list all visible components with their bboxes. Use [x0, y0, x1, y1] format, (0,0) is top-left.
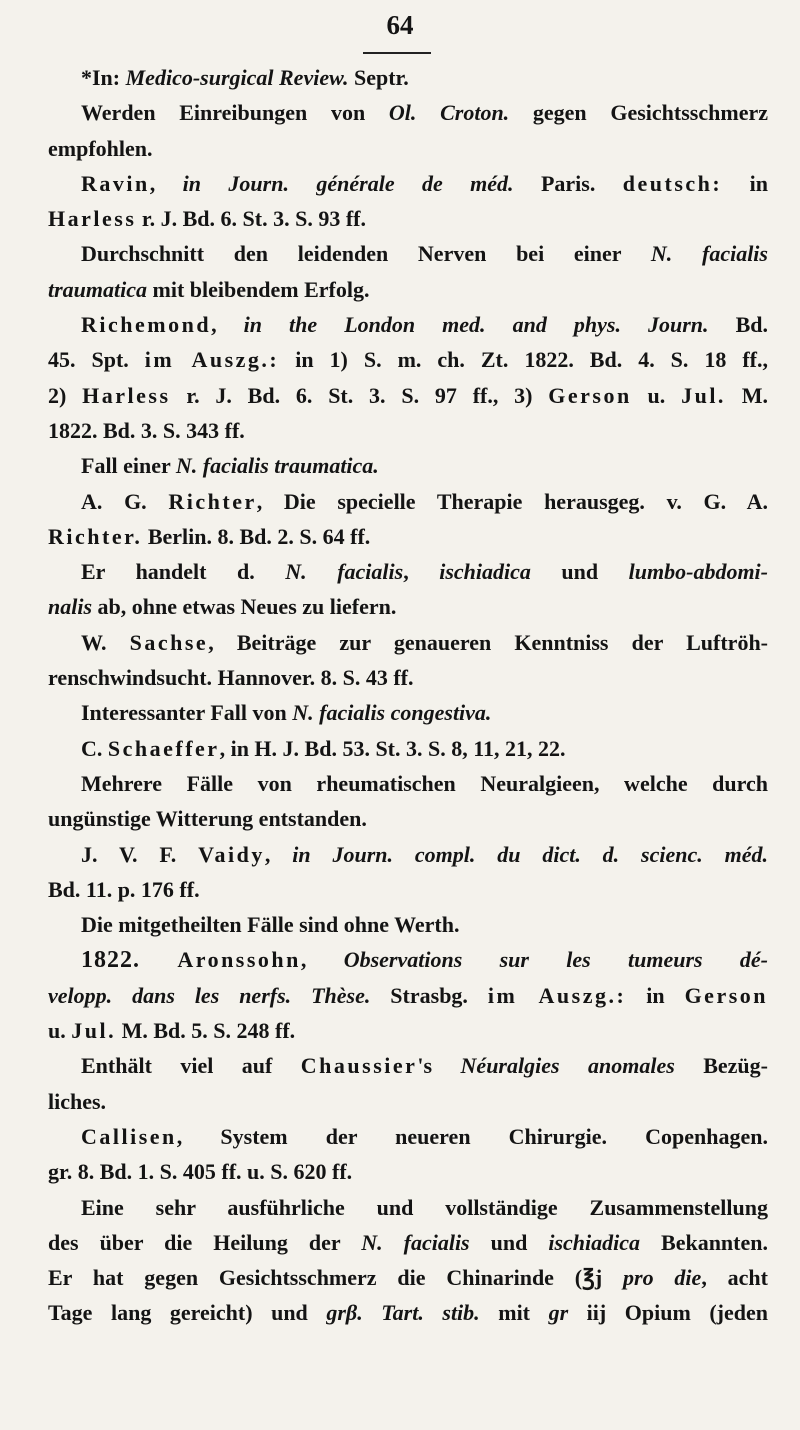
spaced-name: Harless: [48, 206, 137, 232]
spaced-name: Chaussier: [300, 1053, 418, 1079]
text-run: gr. 8. Bd. 1. S. 405 ff. u. S. 620 ff.: [48, 1159, 353, 1185]
italic-text: Néuralgies anomales: [460, 1053, 675, 1079]
italic-text: pro die: [623, 1265, 702, 1291]
spaced-name: Richter: [168, 488, 257, 514]
spaced-name: im Auszg.:: [144, 347, 280, 373]
text-run: empfohlen.: [48, 135, 153, 161]
text-run: C.: [81, 735, 108, 761]
text-line: [48, 1084, 768, 1119]
text-run: M. Bd. 5. S. 248 ff.: [116, 1018, 296, 1044]
italic-text: lumbo-abdomi-: [628, 559, 768, 585]
spaced-name: Ravin: [81, 170, 150, 196]
text-run: W.: [81, 629, 130, 655]
italic-text: in the London med. and phys. Journ.: [243, 312, 709, 338]
text-line: [48, 448, 768, 483]
italic-text: N. facialis: [361, 1229, 470, 1255]
text-run: iij Opium (jeden: [568, 1300, 769, 1326]
text-run: , acht: [701, 1265, 768, 1291]
italic-text: Ol. Croton.: [388, 100, 510, 126]
spaced-name: im Auszg.:: [487, 982, 627, 1008]
text-line: [48, 554, 768, 589]
text-line: [48, 1048, 768, 1083]
text-line: [48, 872, 768, 907]
text-line: [48, 131, 768, 166]
text-run: Er hat gegen Gesichtsschmerz die Chinarinde (℥j: [48, 1265, 624, 1291]
text-line: [48, 766, 768, 801]
body-text: [48, 60, 768, 1331]
italic-text: ischiadica: [548, 1229, 641, 1255]
text-line: [48, 695, 768, 730]
text-line: [48, 484, 768, 519]
text-line: [48, 342, 768, 377]
spaced-name: Gerson: [548, 382, 632, 408]
italic-text: nalis: [48, 594, 93, 620]
text-run: Mehrere Fälle von rheumatischen Neuralgieen, welche durch: [81, 770, 768, 796]
text-run: renschwindsucht. Hannover. 8. S. 43 ff.: [48, 665, 414, 691]
italic-text: N. facialis traumatica.: [175, 453, 379, 479]
text-line: [48, 731, 768, 766]
text-line: [48, 413, 768, 448]
year-heading: 1822.: [81, 947, 140, 974]
text-run: ,: [264, 841, 293, 867]
italic-text: N. facialis congestiva.: [292, 700, 492, 726]
text-line: [48, 1295, 768, 1330]
text-run: ungünstige Witterung entstanden.: [48, 806, 367, 832]
text-run: Strasbg.: [370, 982, 488, 1008]
italic-text: in Journ. générale de méd.: [182, 170, 514, 196]
text-line: [48, 519, 768, 554]
spaced-name: Jul.: [681, 382, 726, 408]
text-run: Enthält viel auf: [81, 1053, 301, 1079]
italic-text: ischiadica: [439, 559, 531, 585]
text-run: , System der neueren Chirurgie. Copenhagen.: [176, 1123, 768, 1149]
text-run: Bd.: [708, 312, 768, 338]
text-run: 's: [417, 1053, 461, 1079]
text-line: [48, 1190, 768, 1225]
text-run: ,: [300, 947, 344, 973]
text-run: Berlin. 8. Bd. 2. S. 64 ff.: [142, 523, 371, 549]
text-run: M.: [725, 382, 769, 408]
text-line: [48, 1225, 768, 1260]
text-line: [48, 1154, 768, 1189]
text-run: Bd. 11. p. 176 ff.: [48, 876, 200, 902]
text-line: [48, 95, 768, 130]
text-line: [48, 307, 768, 342]
text-line: [48, 1013, 768, 1048]
text-run: u.: [48, 1018, 72, 1044]
text-run: In:: [92, 65, 126, 90]
text-run: 45. Spt.: [48, 347, 145, 373]
spaced-name: Aronssohn: [177, 947, 301, 973]
text-run: Interessanter Fall von: [81, 700, 293, 726]
text-line: [48, 625, 768, 660]
spaced-name: Gerson: [684, 982, 769, 1008]
text-run: Werden Einreibungen von: [81, 100, 389, 126]
text-run: Fall einer: [81, 453, 176, 479]
text-line: [48, 166, 768, 201]
text-run: 1822. Bd. 3. S. 343 ff.: [48, 417, 245, 443]
text-run: Er handelt d.: [81, 559, 286, 585]
text-line: [48, 60, 768, 95]
text-run: [140, 947, 177, 972]
text-run: A. G.: [81, 488, 169, 514]
text-line: [48, 942, 768, 977]
italic-text: gr: [548, 1300, 569, 1326]
text-line: [48, 978, 768, 1013]
spaced-name: Schaeffer: [107, 735, 220, 761]
text-line: [48, 378, 768, 413]
text-run: Durchschnitt den leidenden Nerven bei einer: [81, 241, 651, 267]
spaced-name: Richemond: [81, 312, 212, 338]
text-run: Bezüg-: [674, 1053, 768, 1079]
italic-text: N. facialis: [650, 241, 768, 267]
text-run: ,: [211, 312, 244, 338]
text-run: Tage lang gereicht) und: [48, 1300, 327, 1326]
spaced-name: Harless: [82, 382, 171, 408]
text-run: Bekannten.: [640, 1229, 768, 1255]
text-run: Septr.: [348, 65, 409, 90]
italic-text: grβ. Tart. stib.: [326, 1300, 480, 1326]
spaced-name: Sachse: [129, 629, 209, 655]
text-run: gegen Gesichtsschmerz: [509, 100, 768, 126]
text-run: mit bleibendem Erfolg.: [147, 276, 370, 302]
text-run: u.: [631, 382, 682, 408]
text-run: Die mitgetheilten Fälle sind ohne Werth.: [81, 912, 460, 938]
spaced-name: deutsch:: [622, 170, 723, 196]
italic-text: in Journ. compl. du dict. d. scienc. méd.: [292, 841, 768, 867]
text-line: [48, 801, 768, 836]
italic-text: velopp. dans les nerfs. Thèse.: [48, 982, 371, 1008]
text-run: , Die specielle Therapie herausgeg. v. G. A.: [256, 488, 769, 514]
text-run: Eine sehr ausführliche und vollständige Zusammenstellung: [81, 1194, 768, 1220]
text-run: r. J. Bd. 6. St. 3. S. 93 ff.: [136, 206, 366, 232]
text-line: [48, 589, 768, 624]
spaced-name: Jul.: [71, 1018, 117, 1044]
italic-text: Medico-surgical Review.: [125, 65, 349, 90]
italic-text: N. facialis: [285, 559, 404, 585]
text-run: in: [626, 982, 685, 1008]
text-line: [48, 272, 768, 307]
text-run: in: [722, 170, 768, 196]
text-run: 2): [48, 382, 83, 408]
text-run: und: [469, 1229, 549, 1255]
text-run: liches.: [48, 1088, 107, 1114]
page-number: 64: [386, 10, 414, 40]
text-run: und: [530, 559, 629, 585]
text-line: [48, 907, 768, 942]
text-run: J. V. F.: [81, 841, 199, 867]
text-run: ,: [403, 559, 440, 585]
text-line: [48, 1260, 768, 1295]
spaced-name: Callisen: [81, 1123, 177, 1149]
text-run: r. J. Bd. 6. St. 3. S. 97 ff., 3): [170, 382, 549, 408]
spaced-name: Vaidy: [198, 841, 265, 867]
text-run: ab, ohne etwas Neues zu liefern.: [92, 594, 397, 620]
text-line: [48, 837, 768, 872]
text-line: [48, 236, 768, 271]
text-run: in 1) S. m. ch. Zt. 1822. Bd. 4. S. 18 ff.,: [279, 347, 769, 373]
spaced-name: Richter.: [48, 523, 143, 549]
text-run: , in H. J. Bd. 53. St. 3. S. 8, 11, 21, 22.: [219, 735, 566, 761]
text-line: [48, 201, 768, 236]
text-run: , Beiträge zur genaueren Kenntniss der Luftröh-: [208, 629, 769, 655]
text-line: [48, 660, 768, 695]
text-line: [48, 1119, 768, 1154]
header-rule: [363, 52, 431, 54]
text-run: mit: [479, 1300, 549, 1326]
italic-text: traumatica: [48, 276, 148, 302]
text-run: ,: [149, 170, 183, 196]
text-run: des über die Heilung der: [48, 1229, 362, 1255]
italic-text: Observations sur les tumeurs dé-: [343, 947, 768, 973]
text-run: Paris.: [513, 170, 623, 196]
text-run: *: [81, 65, 92, 90]
